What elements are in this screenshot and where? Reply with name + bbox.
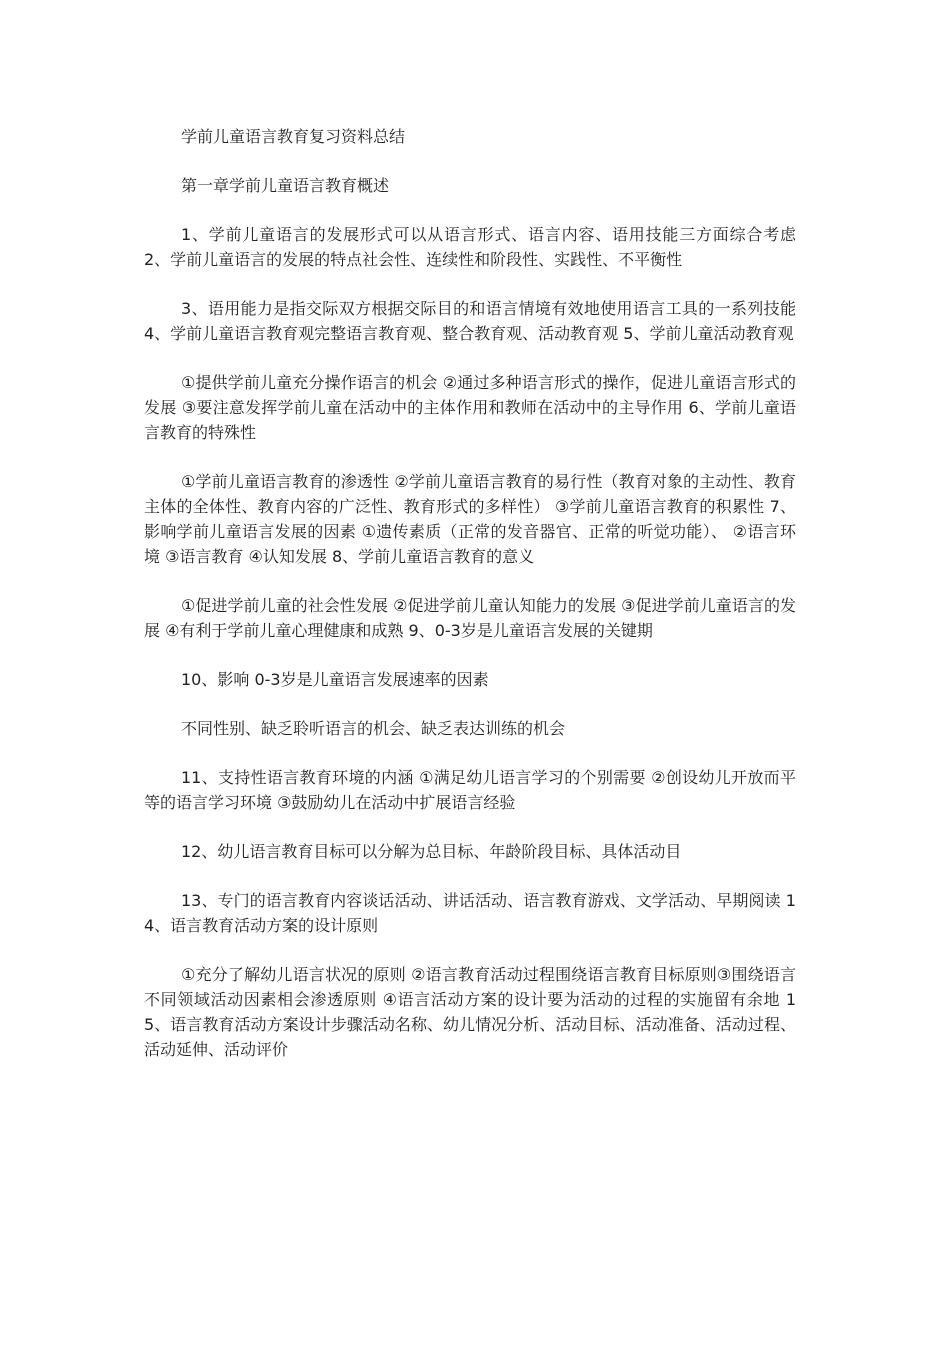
document-title: 学前儿童语言教育复习资料总结 [181, 127, 406, 146]
paragraph-1: 1、学前儿童语言的发展形式可以从语言形式、语言内容、语用技能三方面综合考虑 2、学前儿童语言的发展的特点社会性、连续性和阶段性、实践性、不平衡性 [144, 225, 802, 269]
paragraph-9: 12、幼儿语言教育目标可以分解为总目标、年龄阶段目标、具体活动目 [181, 842, 682, 861]
paragraph-4: ①学前儿童语言教育的渗透性 ②学前儿童语言教育的易行性（教育对象的主动性、教育主体的全体性、教育内容的广泛性、教育形式的多样性） ③学前儿童语言教育的积累性 7、影响学前儿童语言发展的因素 ①遗传素质（正常的发音器官、正常的听觉功能）、 ②语言环境 ③语言教育 ④认知发展 8、学前儿童语言教育的意义 [144, 472, 796, 566]
paragraph-2: 3、语用能力是指交际双方根据交际目的和语言情境有效地使用语言工具的一系列技能 4、学前儿童语言教育观完整语言教育观、整合教育观、活动教育观 5、学前儿童活动教育观 [144, 299, 802, 343]
document-body [144, 124, 802, 1086]
paragraph-7: 不同性别、缺乏聆听语言的机会、缺乏表达训练的机会 [181, 719, 566, 738]
chapter-heading: 第一章学前儿童语言教育概述 [181, 176, 390, 195]
paragraph-10: 13、专门的语言教育内容谈话活动、讲话活动、语言教育游戏、文学活动、早期阅读 14、语言教育活动方案的设计原则 [144, 891, 796, 935]
paragraph-6: 10、影响 0-3岁是儿童语言发展速率的因素 [181, 670, 489, 689]
paragraph-8: 11、支持性语言教育环境的内涵 ①满足幼儿语言学习的个别需要 ②创设幼儿开放而平等的语言学习环境 ③鼓励幼儿在活动中扩展语言经验 [144, 768, 796, 812]
paragraph-5: ①促进学前儿童的社会性发展 ②促进学前儿童认知能力的发展 ③促进学前儿童语言的发展 ④有利于学前儿童心理健康和成熟 9、0-3岁是儿童语言发展的关键期 [144, 596, 796, 640]
paragraph-3: ①提供学前儿童充分操作语言的机会 ②通过多种语言形式的操作，促进儿童语言形式的发展 ③要注意发挥学前儿童在活动中的主体作用和教师在活动中的主导作用 6、学前儿童语言教育的特殊性 [144, 373, 796, 442]
paragraph-11: ①充分了解幼儿语言状况的原则 ②语言教育活动过程围绕语言教育目标原则③围绕语言不同领域活动因素相会渗透原则 ④语言活动方案的设计要为活动的过程的实施留有余地 15、语言教育活动方案设计步骤活动名称、幼儿情况分析、活动目标、活动准备、活动过程、活动延伸、活动评价 [144, 965, 796, 1059]
